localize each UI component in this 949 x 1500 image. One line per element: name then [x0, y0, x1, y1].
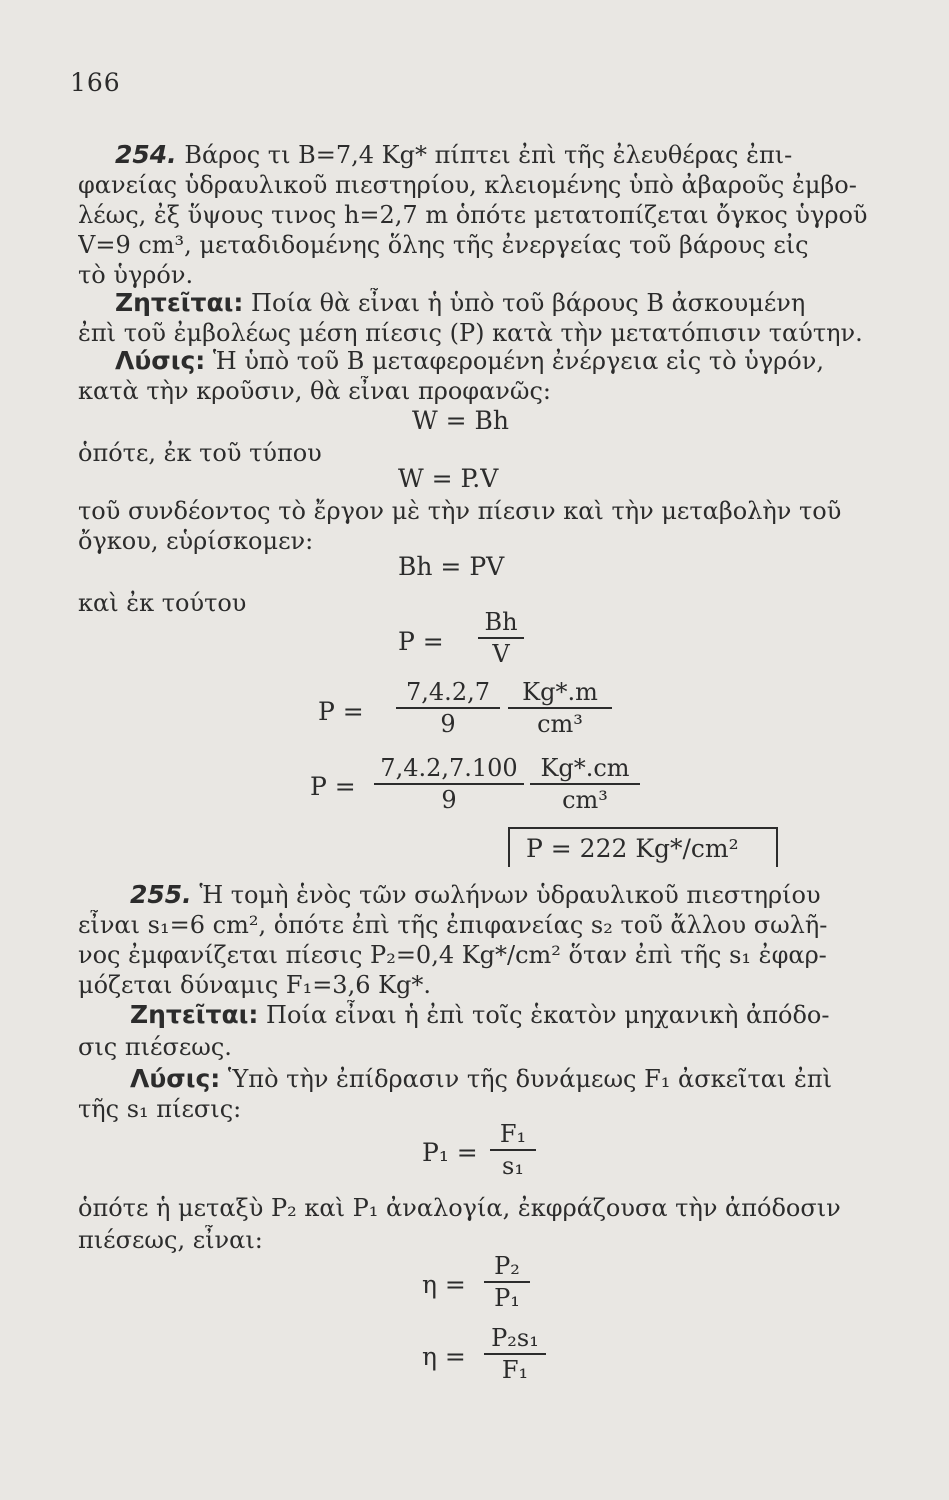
fraction-f1-over-s1: [490, 1120, 536, 1180]
solution-label: Λύσις:: [130, 1064, 221, 1093]
solution-text: Ἡ ὑπὸ τοῦ Β μεταφερομένη ἐνέργεια εἰς τὸ ὑγρόν,: [205, 347, 824, 375]
problem-255-solution: [130, 1064, 930, 1094]
text-volume: ὄγκου, εὑρίσκομεν:: [78, 527, 314, 555]
fraction-numerator: F₁: [490, 1120, 536, 1151]
problem-254-asked: [115, 288, 915, 318]
fraction-numerator: P₂s₁: [484, 1324, 546, 1355]
fraction-numerator: P₂: [484, 1252, 530, 1283]
fraction-denominator: 9: [441, 786, 457, 814]
problem-254-line-4: V=9 cm³, μεταδιδομένης ὅλης τῆς ἐνεργείας τοῦ βάρους εἰς: [78, 231, 809, 259]
fraction-numerator: Bh: [478, 608, 524, 639]
equation-p-lhs-2: P =: [318, 697, 364, 726]
fraction-denominator: P₁: [494, 1284, 520, 1312]
problem-255-line-4: μόζεται δύναμις F₁=3,6 Kg*.: [78, 971, 432, 999]
asked-text: Ποία εἶναι ἡ ἐπὶ τοῖς ἑκατὸν μηχανικὴ ἀπόδο-: [258, 1001, 830, 1029]
problem-255-asked: [130, 1000, 930, 1030]
problem-255-text-1: Ἡ τομὴ ἑνὸς τῶν σωλήνων ὑδραυλικοῦ πιεστηρίου: [199, 881, 821, 909]
asked-label: Ζητεῖται:: [115, 288, 244, 317]
problem-254-solution-line-2: κατὰ τὴν κροῦσιν, θὰ εἶναι προφανῶς:: [78, 377, 551, 405]
asked-label: Ζητεῖται:: [130, 1000, 259, 1029]
equation-eta-lhs: η =: [422, 1270, 466, 1299]
problem-254-asked-line-2: ἐπὶ τοῦ ἐμβολέως μέση πίεσις (P) κατὰ τὴν μετατόπισιν ταύτην.: [78, 319, 863, 347]
problem-254-solution: [115, 346, 915, 376]
problem-254-line-5: τὸ ὑγρόν.: [78, 261, 194, 289]
problem-255-line-1: [130, 880, 930, 910]
text-hopote: ὁπότε, ἐκ τοῦ τύπου: [78, 439, 322, 467]
problem-255-line-2: εἶναι s₁=6 cm², ὁπότε ἐπὶ τῆς ἐπιφανείας s₂ τοῦ ἄλλου σωλῆ-: [78, 911, 828, 939]
fraction-denominator: F₁: [501, 1356, 529, 1384]
fraction-numerator: Kg*.cm: [530, 754, 640, 785]
fraction-denominator: 9: [440, 710, 456, 738]
equation-p1-lhs: P₁ =: [422, 1138, 478, 1167]
equation-p-lhs-3: P =: [310, 772, 356, 801]
fraction-value-2: [374, 754, 524, 814]
fraction-p2s1-over-f1: [484, 1324, 546, 1384]
equation-bh-pv: Bh = PV: [398, 552, 505, 581]
fraction-numerator: 7,4.2,7: [396, 678, 500, 709]
fraction-denominator: cm³: [537, 710, 583, 738]
equation-p-lhs: P =: [398, 627, 444, 656]
fraction-unit-2: [530, 754, 640, 814]
fraction-numerator: 7,4.2,7.100: [374, 754, 524, 785]
equation-w-bh: W = Bh: [412, 406, 510, 435]
problem-254-line-1: [115, 140, 915, 170]
page-number: 166: [70, 68, 121, 97]
fraction-value-1: [396, 678, 500, 738]
fraction-bh-over-v: [478, 608, 524, 668]
equation-w-pv: W = P.V: [398, 464, 499, 493]
fraction-p2-over-p1: [484, 1252, 530, 1312]
problem-255-asked-line-2: σις πιέσεως.: [78, 1033, 232, 1061]
fraction-numerator: Kg*.m: [508, 678, 612, 709]
problem-254-line-2: φανείας ὑδραυλικοῦ πιεστηρίου, κλειομένης ὑπὸ ἀβαροῦς ἐμβο-: [78, 171, 857, 199]
text-ratio: ὁπότε ἡ μεταξὺ P₂ καὶ P₁ ἀναλογία, ἐκφράζουσα τὴν ἀπόδοσιν: [78, 1194, 841, 1222]
fraction-denominator: V: [492, 640, 510, 668]
text-ratio-2: πιέσεως, εἶναι:: [78, 1226, 263, 1254]
asked-text: Ποία θὰ εἶναι ἡ ὑπὸ τοῦ βάρους Β ἀσκουμένη: [243, 289, 806, 317]
solution-text: Ὑπὸ τὴν ἐπίδρασιν τῆς δυνάμεως F₁ ἀσκεῖται ἐπὶ: [220, 1065, 833, 1093]
fraction-denominator: cm³: [562, 786, 608, 814]
problem-254-line-3: λέως, ἐξ ὕψους τινος h=2,7 m ὁπότε μετατοπίζεται ὄγκος ὑγροῦ: [78, 201, 868, 229]
text-kai: καὶ ἐκ τούτου: [78, 589, 247, 617]
problem-254-text-1: Βάρος τι B=7,4 Kg* πίπτει ἐπὶ τῆς ἐλευθέρας ἐπι-: [184, 141, 793, 169]
problem-255-line-3: νος ἐμφανίζεται πίεσις P₂=0,4 Kg*/cm² ὅταν ἐπὶ τῆς s₁ ἐφαρ-: [78, 941, 827, 969]
problem-254-number: 254.: [115, 140, 177, 169]
problem-255-solution-line-2: τῆς s₁ πίεσις:: [78, 1095, 242, 1123]
fraction-unit-1: [508, 678, 612, 738]
result-box: P = 222 Kg*/cm²: [508, 827, 778, 867]
text-connect: τοῦ συνδέοντος τὸ ἔργον μὲ τὴν πίεσιν καὶ τὴν μεταβολὴν τοῦ: [78, 497, 842, 525]
solution-label: Λύσις:: [115, 346, 206, 375]
problem-255-number: 255.: [130, 880, 192, 909]
equation-eta-lhs-2: η =: [422, 1342, 466, 1371]
fraction-denominator: s₁: [502, 1152, 524, 1180]
